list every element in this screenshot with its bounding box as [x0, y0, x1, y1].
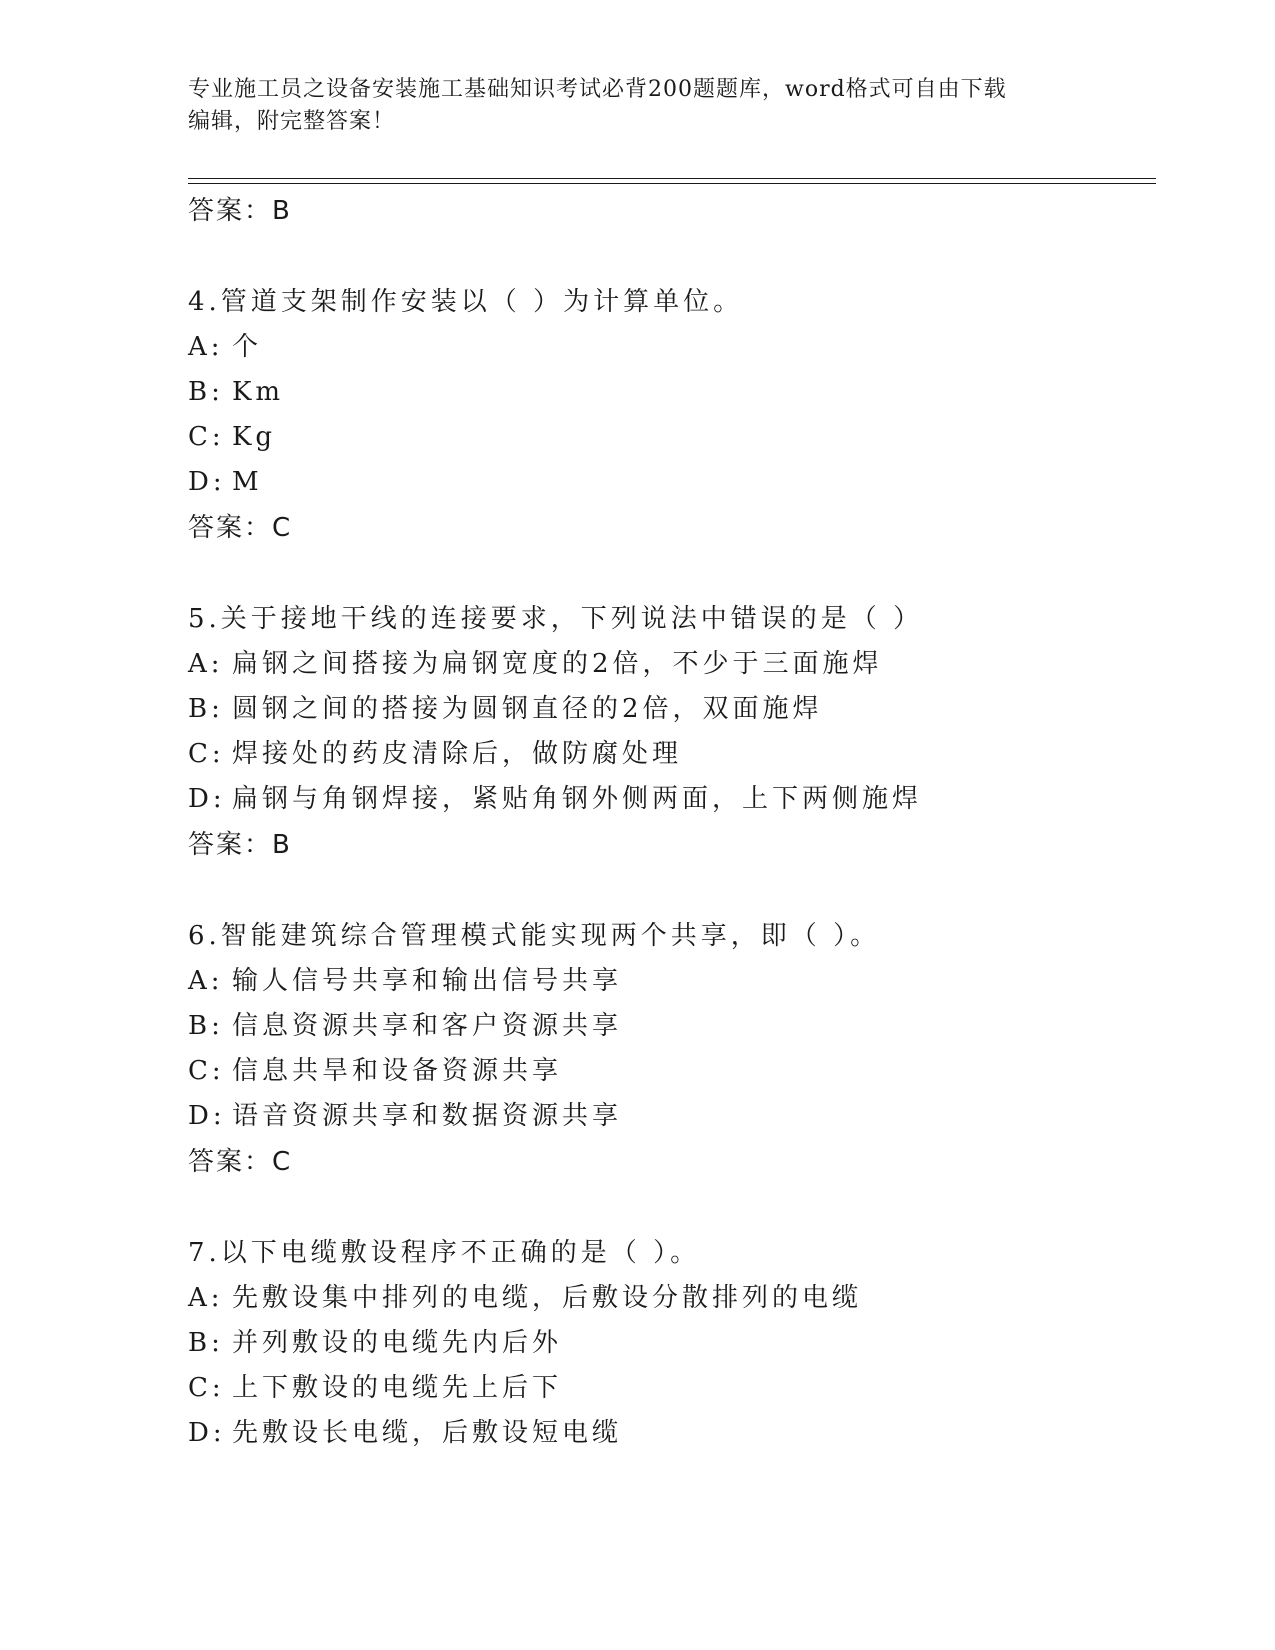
option-text: 先敷设长电缆，后敷设短电缆	[232, 1418, 623, 1448]
option-text: 扁钢与角钢焊接，紧贴角钢外侧两面，上下两侧施焊	[232, 784, 923, 814]
answer-line-q3: 答案：B	[188, 196, 292, 226]
option-text: 扁钢之间搭接为扁钢宽度的2倍，不少于三面施焊	[232, 649, 883, 679]
option-5a	[188, 642, 1156, 687]
option-6d	[188, 1094, 1156, 1139]
option-4b	[188, 370, 1156, 415]
option-5b	[188, 687, 1156, 732]
option-letter: B:	[188, 1328, 224, 1358]
option-6b	[188, 1004, 1156, 1049]
option-letter: A:	[188, 649, 224, 679]
option-letter: B:	[188, 377, 224, 407]
option-7c	[188, 1366, 1156, 1411]
option-text: 焊接处的药皮清除后，做防腐处理	[232, 739, 683, 769]
option-letter: A:	[188, 1283, 224, 1313]
option-5c	[188, 732, 1156, 777]
option-text: 语音资源共享和数据资源共享	[232, 1101, 623, 1131]
option-letter: D:	[188, 1418, 226, 1448]
option-text: 个	[232, 332, 263, 362]
question-list	[188, 188, 1156, 1456]
option-text: Km	[232, 377, 285, 407]
option-4c	[188, 415, 1156, 460]
spacer	[188, 1185, 1156, 1231]
spacer	[188, 234, 1156, 280]
option-letter: C:	[188, 739, 225, 769]
option-text: 信息资源共享和客户资源共享	[232, 1011, 623, 1041]
option-4d	[188, 460, 1156, 505]
question-stem-5: 5.关于接地干线的连接要求，下列说法中错误的是（ ）	[188, 604, 924, 634]
option-letter: A:	[188, 966, 224, 996]
option-letter: C:	[188, 1373, 225, 1403]
answer-line-q5: 答案：B	[188, 830, 292, 860]
option-text: 先敷设集中排列的电缆，后敷设分散排列的电缆	[232, 1283, 863, 1313]
header-rule-bottom	[188, 183, 1156, 184]
option-6c	[188, 1049, 1156, 1094]
option-text: 圆钢之间的搭接为圆钢直径的2倍，双面施焊	[232, 694, 823, 724]
option-5d	[188, 777, 1156, 822]
option-letter: A:	[188, 332, 224, 362]
answer-line-q6: 答案：C	[188, 1147, 293, 1177]
header-line-1: 专业施工员之设备安装施工基础知识考试必背200题题库，word格式可自由下载	[188, 77, 1007, 102]
option-letter: D:	[188, 467, 226, 497]
option-letter: D:	[188, 1101, 226, 1131]
spacer	[188, 551, 1156, 597]
option-text: 上下敷设的电缆先上后下	[232, 1373, 563, 1403]
header-rule-top	[188, 178, 1156, 179]
option-letter: D:	[188, 784, 226, 814]
option-7b	[188, 1321, 1156, 1366]
option-letter: B:	[188, 694, 224, 724]
option-text: 并列敷设的电缆先内后外	[232, 1328, 563, 1358]
option-text: 输人信号共享和输出信号共享	[232, 966, 623, 996]
option-letter: B:	[188, 1011, 224, 1041]
spacer	[188, 868, 1156, 914]
question-stem-6: 6.智能建筑综合管理模式能实现两个共享，即（ ）。	[188, 921, 881, 951]
option-text: M	[232, 467, 263, 497]
question-stem-4: 4.管道支架制作安装以（ ）为计算单位。	[188, 287, 744, 317]
option-7a	[188, 1276, 1156, 1321]
document-header	[188, 74, 1068, 138]
option-text: Kg	[232, 422, 277, 452]
option-6a	[188, 959, 1156, 1004]
question-stem-7: 7.以下电缆敷设程序不正确的是（ ）。	[188, 1238, 701, 1268]
option-letter: C:	[188, 1056, 225, 1086]
option-7d	[188, 1411, 1156, 1456]
header-line-2: 编辑，附完整答案！	[188, 109, 396, 134]
option-letter: C:	[188, 422, 225, 452]
answer-line-q4: 答案：C	[188, 513, 293, 543]
option-4a	[188, 325, 1156, 370]
option-text: 信息共旱和设备资源共享	[232, 1056, 563, 1086]
